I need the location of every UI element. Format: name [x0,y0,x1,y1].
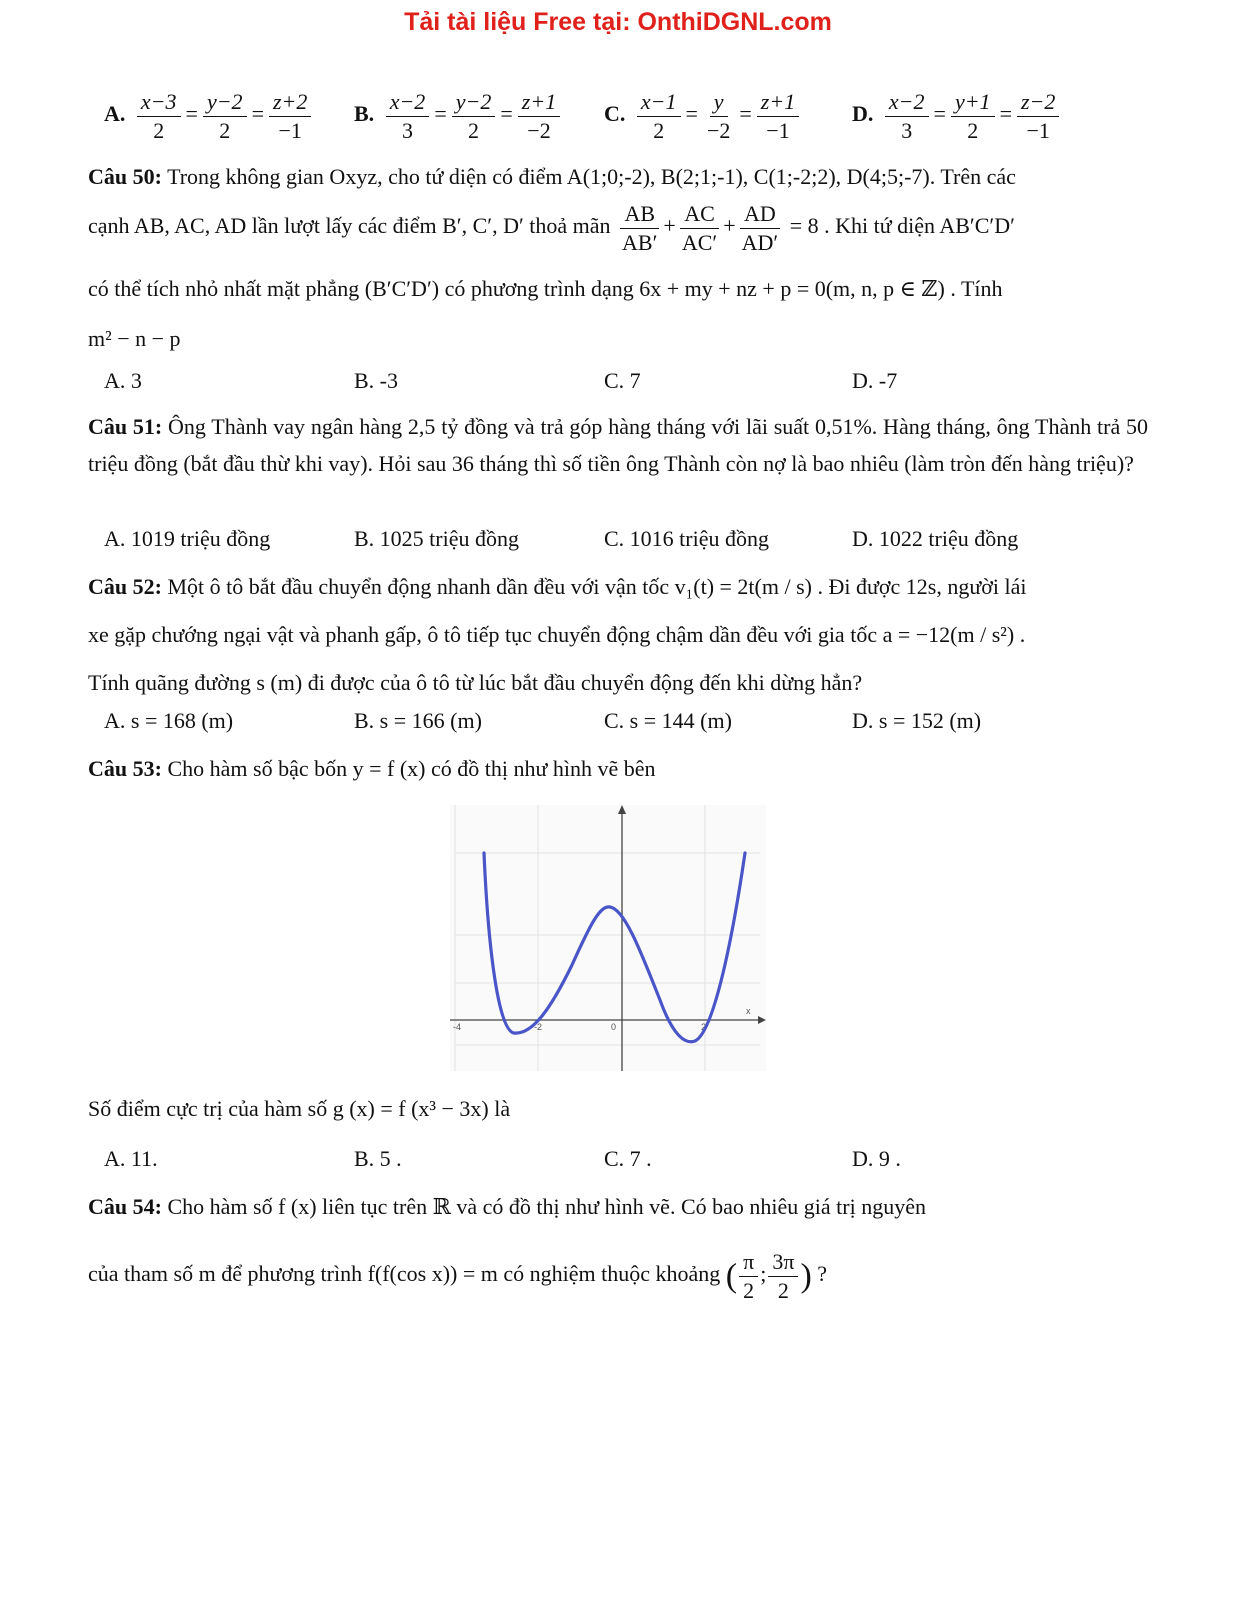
tick-label: 2 [701,1022,707,1032]
q52-line-3: Tính quãng đường s (m) đi được của ô tô từ lúc bắt đầu chuyển động đến khi dừng hẳn? [88,670,863,695]
q52-option-a[interactable]: A. s = 168 (m) [104,708,234,733]
q50-line-3: có thể tích nhỏ nhất mặt phẳng (B′C′D′) có phương trình dạng 6x + my + nz + p = 0(m, n, p ∈ ℤ) . Tính [88,276,1003,301]
q49-option-b[interactable]: B. $\frac{x-2}{3}$ = $\frac{y-2}{2}$ = $\frac{z+1}{-2}$ [354,88,562,144]
fraction: $\frac{y}{-2}$ [706,89,731,143]
question-text: Trong không gian Oxyz, cho tứ diện có điểm A(1;0;-2), B(2;1;-1), C(1;-2;2), D(4;5;-7). Trên các [167,164,1016,189]
q51-option-b[interactable]: B. 1025 triệu đồng [354,526,519,551]
q50-line-4: m² − n − p [88,326,181,351]
q49-option-c[interactable]: C. $\frac{x-1}{2}$ = $\frac{y}{-2}$ = $\frac{z+1}{-1}$ [604,88,801,144]
q51-option-c[interactable]: C. 1016 triệu đồng [604,526,769,551]
option-label: A. [104,101,126,127]
q54-line-2: của tham số m để phương trình f(f(cos x)) = m có nghiệm thuộc khoảng ( $\frac{\pi}{2}$ ; $\frac{3\pi}{2}$ ) ? [88,1249,828,1303]
q52-option-d[interactable]: D. s = 152 (m) [852,708,982,733]
question-50 [88,160,1148,196]
fraction: $\frac{z+2}{-1}$ [269,88,311,144]
q51-option-a[interactable]: A. 1019 triệu đồng [104,526,271,551]
fraction: $\frac{z+1}{-2}$ [518,88,560,144]
q53-option-a[interactable]: A. 11. [104,1146,158,1171]
q52-line-2: xe gặp chướng ngại vật và phanh gấp, ô tô tiếp tục chuyển động chậm dần đều với gia tốc a = −12(m / s²) . [88,622,1026,647]
fraction: $\frac{x-3}{2}$ [137,88,181,144]
fraction: $\frac{3\pi}{2}$ [768,1248,798,1304]
q52-option-b[interactable]: B. s = 166 (m) [354,708,482,733]
q50-option-a[interactable]: A. 3 [104,368,142,393]
q50-line-2: cạnh AB, AC, AD lần lượt lấy các điểm B′, C′, D′ thoả mãn $\frac{AB}{AB'}$ + $\frac{AC}{AC'}$ + $\frac{AD}{AD'}$ = 8 . Khi tứ diện AB′C′D′ [88,201,1015,255]
function-graph [450,805,766,1071]
q53-question-line: Số điểm cực trị của hàm số g (x) = f (x³ − 3x) là [88,1096,511,1121]
fraction: $\frac{y-2}{2}$ [203,88,247,144]
q53-option-c[interactable]: C. 7 . [604,1146,652,1171]
q52-option-c[interactable]: C. s = 144 (m) [604,708,732,733]
fraction: $\frac{AD}{AD'}$ [741,201,779,255]
fraction: $\frac{y-2}{2}$ [452,88,496,144]
option-label: C. [604,101,626,127]
question-text: Cho hàm số bậc bốn y = f (x) có đồ thị như hình vẽ bên [167,756,656,781]
q50-line-1 [88,160,1148,196]
fraction: $\frac{AB}{AB'}$ [622,201,658,255]
q49-option-a[interactable]: A. $\frac{x-3}{2}$ = $\frac{y-2}{2}$ = $\frac{z+2}{-1}$ [104,88,313,144]
question-text: Cho hàm số f (x) liên tục trên ℝ và có đồ thị như hình vẽ. Có bao nhiêu giá trị nguyên [167,1194,926,1219]
q50-option-d[interactable]: D. -7 [852,368,898,393]
fraction: $\frac{z+1}{-1}$ [757,88,799,144]
question-54 [88,1190,1148,1223]
header-banner[interactable]: Tải tài liệu Free tại: OnthiDGNL.com [404,8,832,36]
question-51 [88,408,1148,482]
question-52 [88,570,1148,603]
question-53 [88,752,1148,785]
graph-background [450,805,766,1071]
tick-label: -2 [534,1022,543,1032]
option-label: D. [852,101,874,127]
question-label: Câu 54: [88,1194,162,1219]
question-label: Câu 53: [88,756,162,781]
q50-option-b[interactable]: B. -3 [354,368,398,393]
fraction: $\frac{x-2}{3}$ [885,88,929,144]
fraction: $\frac{AC}{AC'}$ [681,201,718,255]
fraction: $\frac{x-1}{2}$ [637,88,681,144]
option-label: B. [354,101,375,127]
question-label: Câu 52: [88,574,162,599]
q51-option-d[interactable]: D. 1022 triệu đồng [852,526,1019,551]
q50-option-c[interactable]: C. 7 [604,368,641,393]
question-text: Một ô tô bắt đầu chuyển động nhanh dần đều với vận tốc v₁(t) = 2t(m / s) . Đi được 12s, người lái [167,574,1027,599]
q49-option-d[interactable]: D. $\frac{x-2}{3}$ = $\frac{y+1}{2}$ = $\frac{z-2}{-1}$ [852,88,1061,144]
q53-option-d[interactable]: D. 9 . [852,1146,901,1171]
tick-label: 0 [611,1022,617,1032]
fraction: $\frac{\pi}{2}$ [739,1248,758,1304]
tick-label: -4 [453,1022,462,1032]
q53-option-b[interactable]: B. 5 . [354,1146,402,1171]
question-text: Ông Thành vay ngân hàng 2,5 tỷ đồng và trả góp hàng tháng với lãi suất 0,51%. Hàng tháng, ông Thành trả 50 triệu đồng (bắt đầu thừ khi vay). Hỏi sau 36 tháng thì số tiền ông Thành còn nợ là bao nhiêu (làm tròn đến hàng triệu)? [88,414,1149,476]
question-label: Câu 51: [88,414,163,439]
fraction: $\frac{y+1}{2}$ [951,88,995,144]
question-label: Câu 50: [88,164,162,189]
fraction: $\frac{x-2}{3}$ [386,88,430,144]
axis-label-x: x [746,1006,751,1016]
fraction: $\frac{z-2}{-1}$ [1017,88,1059,144]
